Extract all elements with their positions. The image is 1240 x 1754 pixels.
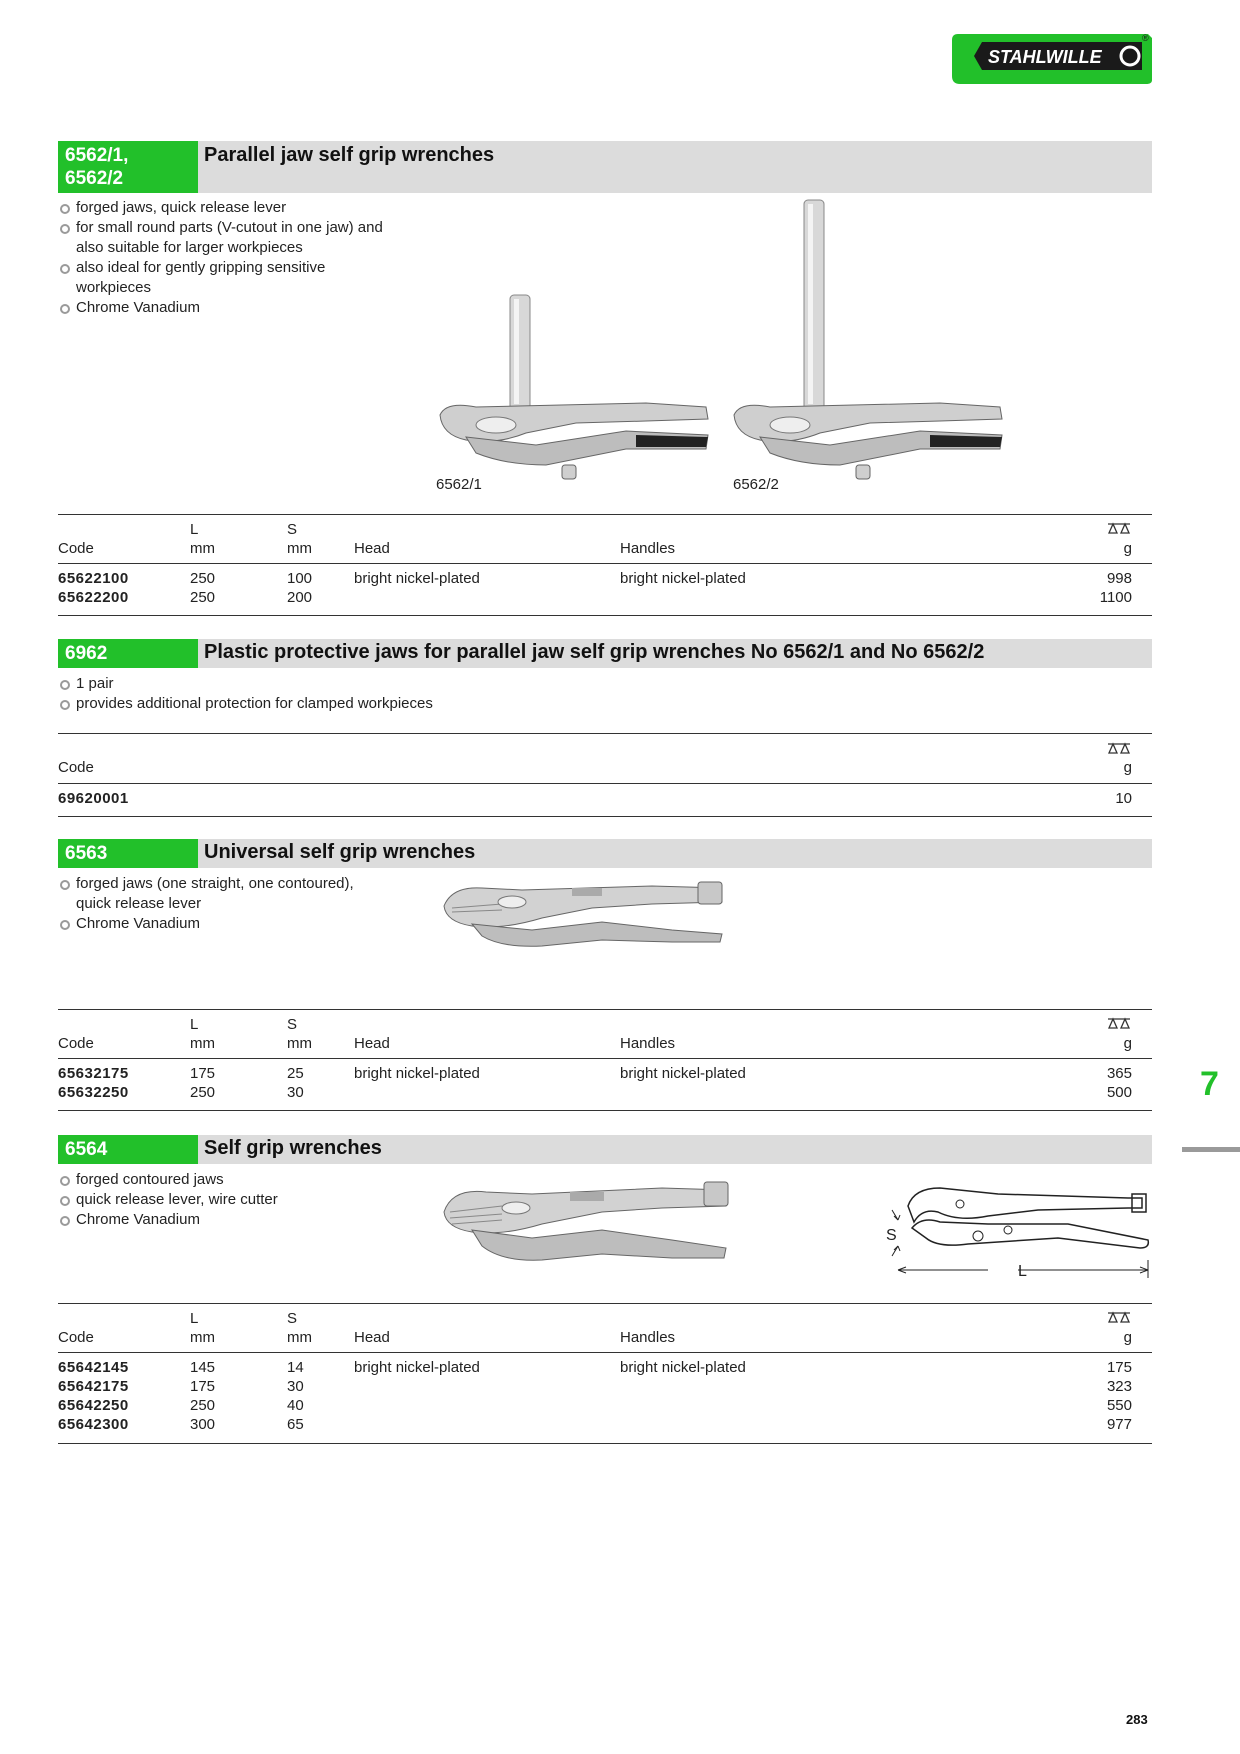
feature-item-continued: workpieces xyxy=(76,279,152,296)
col-l: L xyxy=(190,1016,199,1033)
product-image-6564 xyxy=(442,1178,728,1268)
row-s: 200 xyxy=(287,589,313,606)
feature-item-continued: also suitable for larger workpieces xyxy=(76,239,303,256)
col-s-unit: mm xyxy=(287,540,312,557)
weight-scale-icon xyxy=(1106,1017,1132,1031)
col-weight-unit: g xyxy=(1123,759,1132,776)
row-l: 175 xyxy=(190,1378,216,1395)
col-head: Head xyxy=(354,540,390,557)
stahlwille-logo xyxy=(952,34,1152,84)
col-weight-unit: g xyxy=(1123,1035,1132,1052)
feature-item: forged jaws (one straight, one contoured), xyxy=(58,874,354,894)
row-weight: 998 xyxy=(1106,570,1132,587)
col-code: Code xyxy=(58,540,94,557)
row-handles: bright nickel-plated xyxy=(620,1359,746,1376)
col-s-unit: mm xyxy=(287,1329,312,1346)
row-l: 175 xyxy=(190,1065,216,1082)
feature-item: Chrome Vanadium xyxy=(58,1210,278,1230)
table-header xyxy=(58,733,1152,784)
col-weight-unit: g xyxy=(1123,1329,1132,1346)
feature-item: forged contoured jaws xyxy=(58,1170,278,1190)
dimension-label-l: L xyxy=(1018,1263,1027,1280)
col-l-unit: mm xyxy=(190,1329,215,1346)
row-code: 65642250 xyxy=(58,1397,129,1414)
col-s: S xyxy=(287,521,298,538)
feature-list-6562 xyxy=(58,198,383,318)
col-l: L xyxy=(190,1310,199,1327)
spec-table-6564 xyxy=(58,1303,1152,1444)
col-handles: Handles xyxy=(620,540,676,557)
section-title-6564: Self grip wrenches xyxy=(204,1137,382,1159)
logo-wordmark: STAHLWILLE xyxy=(988,47,1102,67)
col-handles: Handles xyxy=(620,1329,676,1346)
dimension-diagram-6564 xyxy=(878,1182,1152,1282)
row-code: 65622200 xyxy=(58,589,129,606)
weight-scale-icon xyxy=(1106,742,1132,756)
spec-table-6962 xyxy=(58,733,1152,817)
feature-item: quick release lever, wire cutter xyxy=(58,1190,278,1210)
section-code-6562: 6562/1, 6562/2 xyxy=(58,141,198,193)
row-head: bright nickel-plated xyxy=(354,570,480,587)
feature-item: Chrome Vanadium xyxy=(58,298,383,318)
col-code: Code xyxy=(58,1035,94,1052)
table-header xyxy=(58,1303,1152,1353)
col-l-unit: mm xyxy=(190,540,215,557)
col-s: S xyxy=(287,1016,298,1033)
row-code: 69620001 xyxy=(58,790,129,807)
row-code: 65632250 xyxy=(58,1084,129,1101)
feature-list-6962 xyxy=(58,674,433,714)
row-weight: 175 xyxy=(1106,1359,1132,1376)
feature-item: provides additional protection for clamped workpieces xyxy=(58,694,433,714)
caption-6562-2: 6562/2 xyxy=(733,476,779,493)
feature-list-6564 xyxy=(58,1170,278,1230)
product-image-6562-1 xyxy=(436,295,716,490)
col-l-unit: mm xyxy=(190,1035,215,1052)
col-code: Code xyxy=(58,759,94,776)
col-head: Head xyxy=(354,1329,390,1346)
dimension-label-s: S xyxy=(886,1227,897,1244)
row-weight: 977 xyxy=(1106,1416,1132,1433)
chapter-tab-bar xyxy=(1182,1147,1240,1152)
table-body xyxy=(58,564,1152,616)
table-header xyxy=(58,1009,1152,1059)
row-weight: 550 xyxy=(1106,1397,1132,1414)
col-weight-unit: g xyxy=(1123,540,1132,557)
feature-list-6563 xyxy=(58,874,354,934)
section-header-6564 xyxy=(58,1135,1152,1164)
row-l: 250 xyxy=(190,1084,216,1101)
product-image-6562-2 xyxy=(730,200,1010,490)
product-image-6563 xyxy=(442,878,724,950)
caption-6562-1: 6562/1 xyxy=(436,476,482,493)
col-handles: Handles xyxy=(620,1035,676,1052)
row-code: 65632175 xyxy=(58,1065,129,1082)
spec-table-6562 xyxy=(58,514,1152,616)
row-code: 65622100 xyxy=(58,570,129,587)
col-s-unit: mm xyxy=(287,1035,312,1052)
row-s: 100 xyxy=(287,570,313,587)
row-l: 250 xyxy=(190,589,216,606)
row-code: 65642300 xyxy=(58,1416,129,1433)
weight-scale-icon xyxy=(1106,1311,1132,1325)
row-head: bright nickel-plated xyxy=(354,1359,480,1376)
row-code: 65642145 xyxy=(58,1359,129,1376)
table-body xyxy=(58,784,1152,817)
row-l: 145 xyxy=(190,1359,216,1376)
row-s: 25 xyxy=(287,1065,304,1082)
row-s: 14 xyxy=(287,1359,304,1376)
row-weight: 10 xyxy=(1115,790,1132,807)
feature-item: forged jaws, quick release lever xyxy=(58,198,383,218)
weight-scale-icon xyxy=(1106,522,1132,536)
row-weight: 1100 xyxy=(1099,589,1132,606)
row-s: 65 xyxy=(287,1416,304,1433)
table-body xyxy=(58,1059,1152,1111)
row-l: 300 xyxy=(190,1416,216,1433)
row-head: bright nickel-plated xyxy=(354,1065,480,1082)
feature-item-continued: quick release lever xyxy=(76,895,202,912)
feature-item: for small round parts (V-cutout in one jaw) and xyxy=(58,218,383,238)
page-number: 283 xyxy=(1126,1712,1148,1727)
row-s: 30 xyxy=(287,1378,304,1395)
section-header-6563 xyxy=(58,839,1152,868)
section-code-6962: 6962 xyxy=(58,639,198,668)
section-title-6563: Universal self grip wrenches xyxy=(204,841,476,863)
col-l: L xyxy=(190,521,199,538)
table-body xyxy=(58,1353,1152,1444)
section-header-6562 xyxy=(58,141,1152,193)
row-s: 30 xyxy=(287,1084,304,1101)
section-code-6564: 6564 xyxy=(58,1135,198,1164)
feature-item: also ideal for gently gripping sensitive xyxy=(58,258,383,278)
section-code-6563: 6563 xyxy=(58,839,198,868)
col-head: Head xyxy=(354,1035,390,1052)
section-title-6562: Parallel jaw self grip wrenches xyxy=(204,144,495,166)
section-header-6962 xyxy=(58,639,1152,668)
spec-table-6563 xyxy=(58,1009,1152,1111)
feature-item: Chrome Vanadium xyxy=(58,914,354,934)
feature-item: 1 pair xyxy=(58,674,433,694)
row-handles: bright nickel-plated xyxy=(620,570,746,587)
row-weight: 500 xyxy=(1106,1084,1132,1101)
row-s: 40 xyxy=(287,1397,304,1414)
row-code: 65642175 xyxy=(58,1378,129,1395)
row-handles: bright nickel-plated xyxy=(620,1065,746,1082)
col-code: Code xyxy=(58,1329,94,1346)
row-weight: 323 xyxy=(1106,1378,1132,1395)
registered-mark: ® xyxy=(1142,33,1149,43)
chapter-number: 7 xyxy=(1200,1065,1219,1103)
section-title-6962: Plastic protective jaws for parallel jaw self grip wrenches No 6562/1 and No 6562/2 xyxy=(204,641,985,663)
table-header xyxy=(58,514,1152,564)
row-l: 250 xyxy=(190,1397,216,1414)
col-s: S xyxy=(287,1310,298,1327)
row-weight: 365 xyxy=(1106,1065,1132,1082)
row-l: 250 xyxy=(190,570,216,587)
